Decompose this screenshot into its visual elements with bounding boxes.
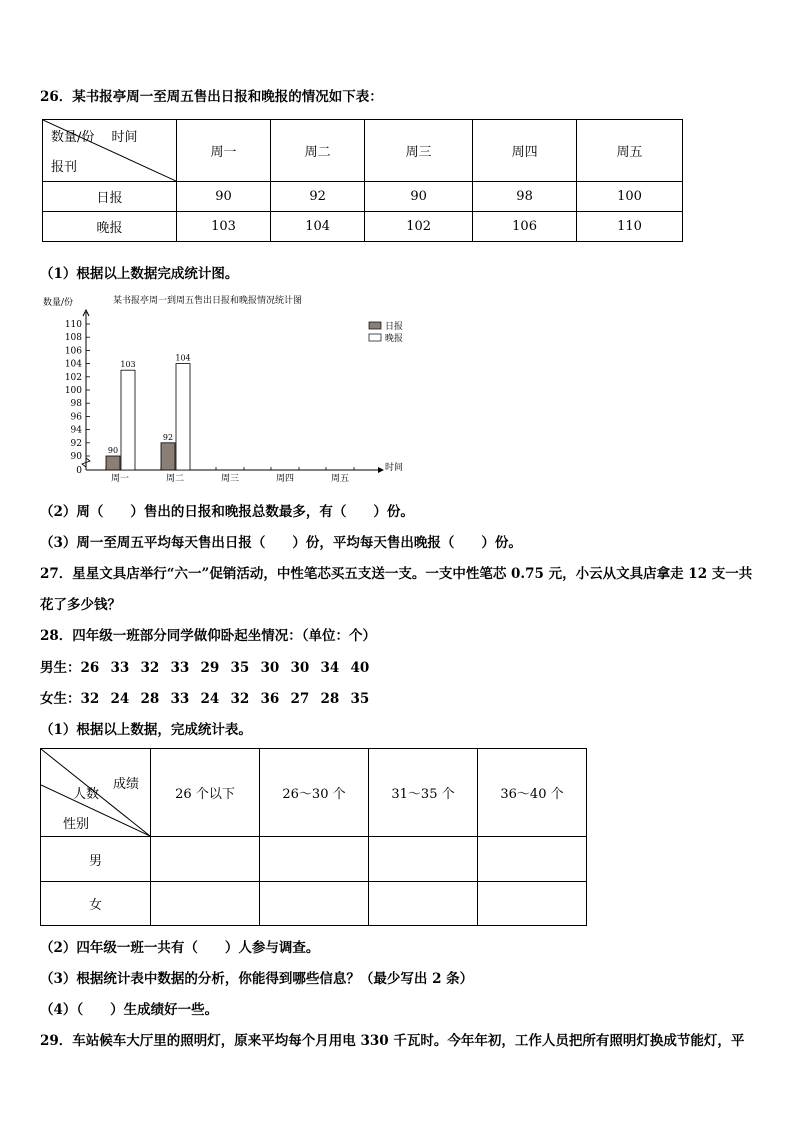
- q28-header-gender: 性别: [63, 817, 90, 832]
- bar-daily: [106, 456, 120, 470]
- q29-line1: 29．车站候车大厅里的照明灯，原来平均每个月用电 330 千瓦时。今年年初，工作人员把所有照明灯换成节能灯，平: [40, 1033, 745, 1049]
- boys-values: [81, 660, 381, 676]
- girls-value: 32: [230, 691, 250, 707]
- q28-col-header: 26 个以下: [151, 749, 260, 837]
- boys-value: 40: [350, 660, 370, 676]
- q28-blank-cell[interactable]: [151, 882, 260, 926]
- q26-sub3: （3）周一至周五平均每天售出日报（ ）份，平均每天售出晚报（ ）份。: [40, 535, 522, 551]
- bar-data-label: 92: [162, 432, 174, 442]
- q26-cell: 106: [473, 212, 577, 242]
- bar-evening: [176, 364, 190, 470]
- q26-cell: 90: [365, 182, 473, 212]
- legend-label-daily: 日报: [385, 322, 404, 332]
- q28-col-header: 36～40 个: [478, 749, 587, 837]
- q28-sub3: （3）根据统计表中数据的分析，你能得到哪些信息？（最少写出 2 条）: [40, 971, 474, 987]
- q26-title: 26．某书报亭周一至周五售出日报和晚报的情况如下表：: [40, 89, 383, 105]
- q26-row-label: 晚报: [43, 212, 177, 242]
- boys-value: 33: [170, 660, 190, 676]
- q26-cell: 103: [177, 212, 271, 242]
- x-category-label: 周五: [330, 474, 350, 484]
- q28-header-diagonal-cell: [41, 749, 151, 837]
- q26-table: [42, 119, 683, 242]
- q28-blank-cell[interactable]: [369, 882, 478, 926]
- y-tick-label: 94: [70, 425, 82, 436]
- x-category-label: 周四: [275, 474, 295, 484]
- chart-y-label: 数量/份: [43, 298, 74, 308]
- boys-label: 男生：: [40, 660, 81, 676]
- boys-value: 35: [230, 660, 250, 676]
- q28-header-people: 人数: [73, 787, 100, 802]
- boys-value: 29: [200, 660, 220, 676]
- y-tick-label: 92: [70, 438, 82, 449]
- q28-sub2: （2）四年级一班一共有（ ）人参与调查。: [40, 940, 320, 956]
- q28-blank-cell[interactable]: [478, 837, 587, 882]
- boys-value: 32: [140, 660, 160, 676]
- girls-value: 32: [80, 691, 100, 707]
- bar-data-label: 103: [120, 360, 136, 370]
- bar-data-label: 104: [175, 353, 191, 363]
- chart-title: 某书报亭周一到周五售出日报和晚报情况统计图: [113, 296, 303, 306]
- q28-girls-line: [40, 687, 381, 707]
- q28-header-score: 成绩: [113, 777, 140, 792]
- q28-blank-cell[interactable]: [151, 837, 260, 882]
- chart-x-label: 时间: [385, 463, 404, 473]
- table-row: [43, 182, 683, 212]
- girls-value: 33: [170, 691, 190, 707]
- q26-sub1: （1）根据以上数据完成统计图。: [40, 266, 239, 282]
- q28-title: 28．四年级一班部分同学做仰卧起坐情况：（单位：个）: [40, 628, 377, 644]
- y-tick-label: 106: [64, 346, 82, 357]
- y-tick-label: 104: [64, 359, 82, 370]
- q28-blank-cell[interactable]: [260, 882, 369, 926]
- q26-cell: 104: [271, 212, 365, 242]
- q26-cell: 92: [271, 182, 365, 212]
- girls-value: 35: [350, 691, 370, 707]
- q27-line1: 27．星星文具店举行“六一”促销活动，中性笔芯买五支送一支。一支中性笔芯 0.75 元，小云从文具店拿走 12 支一共: [40, 566, 753, 582]
- q28-blank-cell[interactable]: [369, 837, 478, 882]
- boys-value: 33: [110, 660, 130, 676]
- bar-evening: [121, 370, 135, 470]
- y-tick-label: 108: [64, 333, 82, 344]
- chart-legend: [369, 320, 403, 344]
- x-axis-arrow: [378, 467, 384, 473]
- boys-value: 26: [80, 660, 100, 676]
- y-tick-label: 100: [64, 386, 82, 396]
- q26-cell: 102: [365, 212, 473, 242]
- q28-col-header: 26～30 个: [260, 749, 369, 837]
- y-tick-label: 98: [70, 399, 82, 410]
- q28-boys-line: [40, 656, 381, 676]
- x-category-label: 周三: [220, 474, 240, 484]
- q26-header-top: 数量/份 时间: [51, 130, 138, 145]
- girls-value: 24: [110, 691, 130, 707]
- q28-table: [40, 748, 587, 926]
- q28-sub1: （1）根据以上数据，完成统计表。: [40, 722, 252, 738]
- girls-value: 24: [200, 691, 220, 707]
- q28-sub4: （4）（ ）生成绩好一些。: [40, 1002, 219, 1018]
- q28-blank-cell[interactable]: [478, 882, 587, 926]
- bar-chart: [38, 290, 418, 486]
- q26-day-header: 周四: [473, 120, 577, 182]
- q26-day-header: 周五: [577, 120, 683, 182]
- girls-value: 27: [290, 691, 310, 707]
- legend-swatch-daily: [369, 322, 381, 329]
- q26-header-bottom: 报刊: [51, 160, 78, 175]
- table-row: [43, 212, 683, 242]
- legend-label-evening: 晚报: [385, 334, 404, 344]
- table-row: [41, 837, 587, 882]
- q28-row-label: 女: [41, 882, 151, 926]
- q26-row-label: 日报: [43, 182, 177, 212]
- y-tick-label: 110: [64, 320, 82, 330]
- q28-col-header: 31～35 个: [369, 749, 478, 837]
- x-category-label: 周一: [110, 474, 130, 484]
- q26-day-header: 周二: [271, 120, 365, 182]
- girls-value: 28: [140, 691, 160, 707]
- y-tick-label: 0: [76, 466, 82, 476]
- q28-row-label: 男: [41, 837, 151, 882]
- q26-cell: 100: [577, 182, 683, 212]
- q26-cell: 98: [473, 182, 577, 212]
- bar-data-label: 90: [107, 446, 119, 455]
- y-tick-label: 102: [64, 372, 82, 383]
- girls-value: 28: [320, 691, 340, 707]
- boys-value: 34: [320, 660, 340, 676]
- boys-value: 30: [260, 660, 280, 676]
- q26-day-header: 周三: [365, 120, 473, 182]
- y-tick-label: 90: [70, 452, 82, 462]
- q27-line2: 花了多少钱？: [40, 597, 121, 613]
- legend-swatch-evening: [369, 334, 381, 341]
- q26-cell: 90: [177, 182, 271, 212]
- q26-header-diagonal-cell: [43, 120, 177, 182]
- q26-day-header: 周一: [177, 120, 271, 182]
- q26-cell: 110: [577, 212, 683, 242]
- q28-blank-cell[interactable]: [260, 837, 369, 882]
- y-tick-label: 96: [70, 412, 82, 423]
- boys-value: 30: [290, 660, 310, 676]
- girls-values: [81, 691, 381, 707]
- girls-label: 女生：: [40, 691, 81, 707]
- bar-daily: [161, 443, 175, 470]
- girls-value: 36: [260, 691, 280, 707]
- x-category-label: 周二: [165, 474, 185, 484]
- q26-sub2: （2）周（ ）售出的日报和晚报总数最多，有（ ）份。: [40, 504, 414, 520]
- table-row: [41, 882, 587, 926]
